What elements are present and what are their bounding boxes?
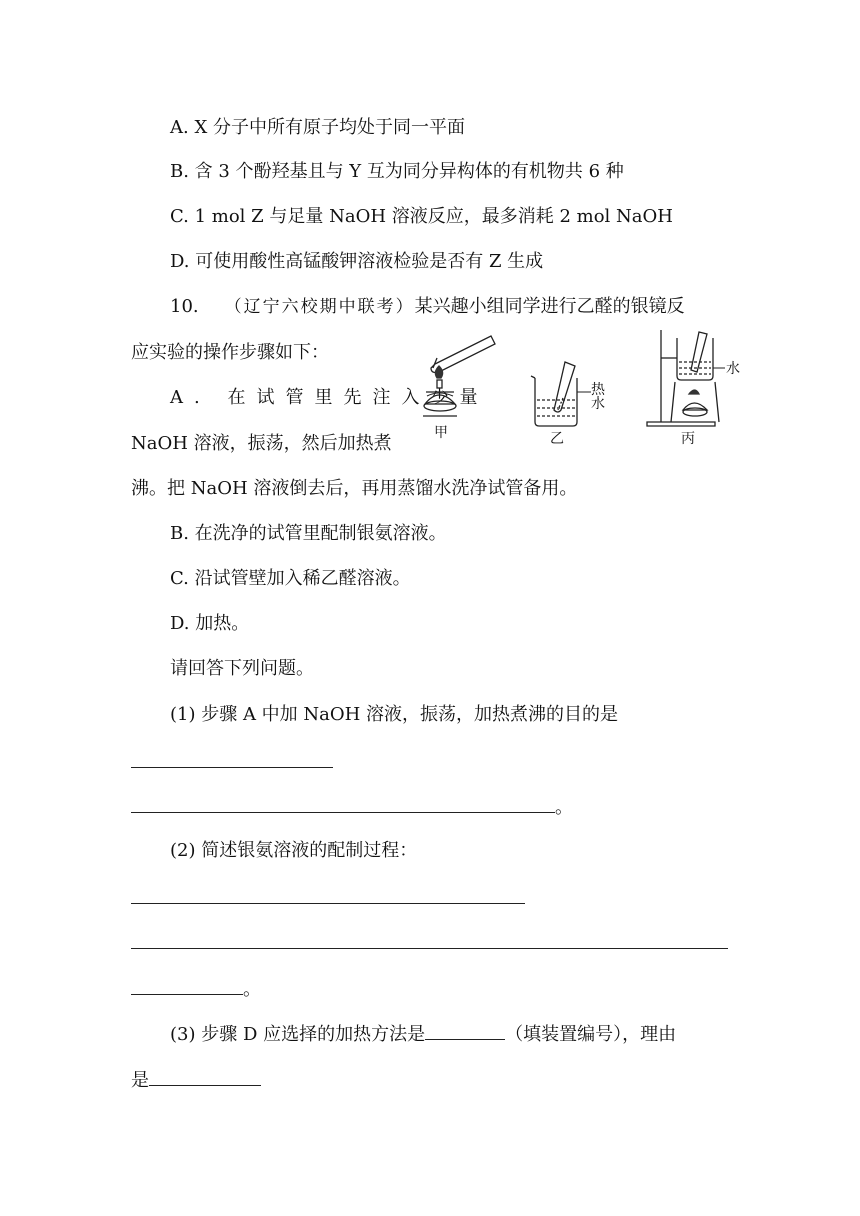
option-a: A. X 分子中所有原子均处于同一平面 [170, 117, 465, 138]
label-hot-water-2: 水 [591, 396, 605, 412]
option-d: D. 可使用酸性高锰酸钾溶液检验是否有 Z 生成 [170, 251, 544, 272]
answer-line-1b [131, 794, 573, 820]
question-10-header [170, 295, 685, 319]
label-hot-water-1: 热 [591, 382, 605, 398]
question-number: 10. [170, 296, 199, 317]
answer-blank-3a[interactable] [425, 1021, 505, 1040]
question-stem-1: 某兴趣小组同学进行乙醛的银镜反 [414, 296, 685, 317]
apparatus-figure [415, 328, 745, 454]
step-c: C. 沿试管壁加入稀乙醛溶液。 [170, 568, 411, 589]
answer-blank-1b[interactable] [131, 794, 555, 813]
sub-question-3-part-b: （填装置编号），理由 [505, 1024, 677, 1045]
label-yi: 乙 [550, 431, 564, 447]
sub-question-3-part-c: 是 [131, 1070, 149, 1091]
step-a-line-1: A. 在试管里先注入少量 [170, 387, 489, 408]
option-b: B. 含 3 个酚羟基且与 Y 互为同分异构体的有机物共 6 种 [170, 161, 624, 182]
option-c: C. 1 mol Z 与足量 NaOH 溶液反应，最多消耗 2 mol NaOH [170, 206, 673, 227]
sub-question-3 [170, 1021, 676, 1047]
sub-question-3-part-a: (3) 步骤 D 应选择的加热方法是 [170, 1024, 426, 1045]
sub-question-2-end: 。 [243, 979, 261, 1000]
answer-blank-3b[interactable] [149, 1067, 261, 1086]
label-water: 水 [726, 361, 740, 377]
step-a-line-3: 沸。把 NaOH 溶液倒去后，再用蒸馏水洗净试管备用。 [131, 478, 578, 499]
answer-blank-2a[interactable] [131, 903, 525, 904]
sub-question-3-line-2 [131, 1067, 261, 1093]
answer-prompt: 请回答下列问题。 [170, 658, 314, 679]
sub-question-2: (2) 简述银氨溶液的配制过程： [170, 840, 418, 861]
question-stem-2: 应实验的操作步骤如下： [131, 342, 329, 363]
step-b: B. 在洗净的试管里配制银氨溶液。 [170, 523, 447, 544]
sub-question-1: (1) 步骤 A 中加 NaOH 溶液，振荡，加热煮沸的目的是 [170, 704, 619, 725]
answer-blank-2b[interactable] [131, 948, 728, 949]
answer-blank-2c[interactable] [131, 976, 243, 995]
apparatus-bing [647, 330, 740, 447]
label-jia: 甲 [434, 425, 448, 441]
apparatus-jia [423, 336, 495, 441]
question-source: （辽宁六校期中联考） [224, 297, 415, 317]
label-bing: 丙 [681, 431, 695, 447]
apparatus-yi [531, 362, 606, 447]
sub-question-1-end: 。 [555, 797, 573, 818]
answer-blank-1a[interactable] [131, 767, 333, 768]
step-d: D. 加热。 [170, 613, 250, 634]
answer-line-2c [131, 976, 261, 1002]
step-a-line-2: NaOH 溶液，振荡，然后加热煮 [131, 433, 392, 454]
